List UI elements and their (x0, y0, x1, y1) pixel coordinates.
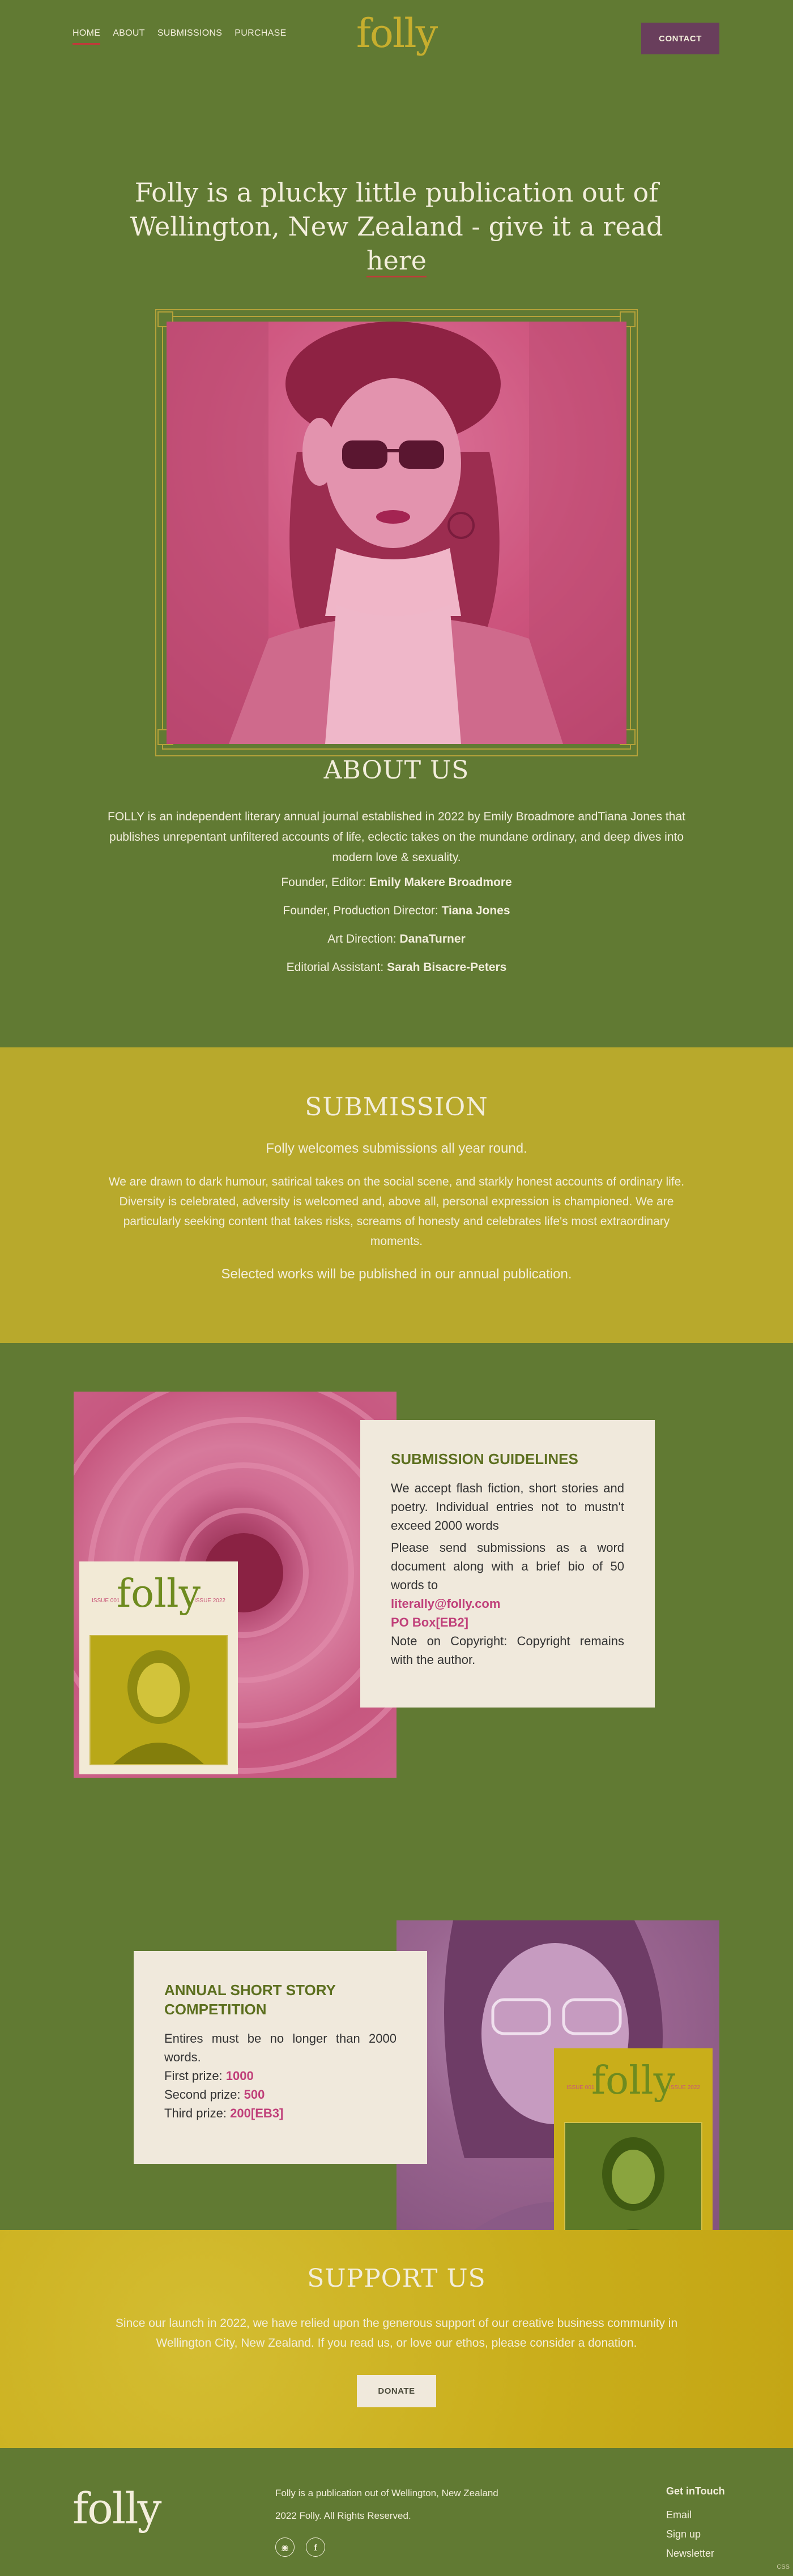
prize-label: First prize: (164, 2069, 226, 2083)
mag-issue-left: ISSUE 001 (92, 1598, 120, 1604)
css-badge: CSS (777, 2564, 790, 2570)
footer-link-signup[interactable]: Sign up (666, 2528, 701, 2540)
hero-title (113, 176, 680, 277)
prize-value: 1000 (225, 2069, 254, 2083)
guidelines-card (360, 1420, 655, 1708)
footer-get-in-touch: Get inTouch (666, 2485, 725, 2497)
footer-tagline: Folly is a publication out of Wellington, New Zealand (275, 2488, 498, 2498)
footer-copyright: 2022 Folly. All Rights Reserved. (275, 2510, 411, 2521)
prize-label: Second prize: (164, 2087, 244, 2102)
submission-section (0, 1047, 793, 1343)
mag-logo: folly (591, 2059, 676, 2103)
mag-issue-left: ISSUE 001 (566, 2085, 595, 2091)
prize-third (164, 2104, 396, 2123)
prize-value: 500 (244, 2087, 265, 2102)
prize-value: 200[EB3] (230, 2106, 284, 2120)
credit-name: Sarah Bisacre-Peters (387, 961, 507, 974)
credit-role: Editorial Assistant: (286, 961, 387, 974)
submission-end: Selected works will be published in our annual publication. (221, 1266, 572, 1282)
site-footer (0, 2448, 793, 2576)
magazine-cover (79, 1561, 238, 1774)
credit-founder-editor (0, 876, 793, 889)
support-text: Since our launch in 2022, we have relied upon the generous support of our creative business community in Wellington City, New Zealand. If you read us, or love our ethos, please consider a donation. (115, 2317, 678, 2350)
competition-text: Entires must be no longer than 2000 words. (164, 2031, 396, 2064)
nav-about[interactable]: ABOUT (113, 28, 145, 38)
facebook-icon[interactable]: f (306, 2538, 325, 2557)
guidelines-text-2: Please send submissions as a word document along with a brief bio of 50 words to (391, 1541, 624, 1592)
submission-title: SUBMISSION (305, 1093, 488, 1122)
magazine-cover-competition (554, 2048, 713, 2261)
main-nav (73, 28, 287, 45)
credit-role: Founder, Production Director: (283, 904, 442, 917)
guidelines-title: SUBMISSION GUIDELINES (391, 1450, 578, 1467)
credit-role: Founder, Editor: (281, 876, 369, 889)
mag-issue-right: ISSUE 2022 (194, 1598, 225, 1604)
competition-card (134, 1951, 427, 2164)
hero-here-link[interactable]: here (366, 245, 427, 277)
hero-section (0, 74, 793, 705)
site-logo[interactable]: folly (356, 10, 437, 57)
guidelines-text-3: Note on Copyright: Copyright remains with the author. (391, 1634, 624, 1667)
about-section (0, 705, 793, 1047)
nav-submissions[interactable]: SUBMISSIONS (157, 28, 223, 38)
footer-logo[interactable]: folly (73, 2483, 161, 2534)
nav-home[interactable]: HOME (73, 28, 100, 45)
guidelines-competition-section (0, 1343, 793, 2230)
site-header (0, 0, 793, 74)
hero-photo-illustration (167, 322, 626, 744)
mag-issue-right: ISSUE 2022 (668, 2085, 700, 2091)
credit-name: Tiana Jones (441, 904, 510, 917)
donate-button[interactable]: DONATE (357, 2375, 436, 2407)
nav-purchase[interactable]: PURCHASE (235, 28, 287, 38)
credit-art (0, 932, 793, 946)
mag-cover-illustration (91, 1636, 227, 1764)
submission-lead: Folly welcomes submissions all year round. (266, 1141, 527, 1156)
about-text: FOLLY is an independent literary annual journal established in 2022 by Emily Broadmore andTiana Jones that publishes unrepentant unfiltered accounts of life, eclectic takes on the mundane ordinary, and deep dives into modern love & sexuality. (108, 810, 685, 864)
prize-label: Third prize: (164, 2106, 231, 2120)
credit-production (0, 904, 793, 918)
prize-second (164, 2085, 396, 2104)
hero-photo (167, 322, 626, 744)
credit-assistant (0, 961, 793, 974)
guidelines-po-box: PO Box[EB2] (391, 1615, 468, 1629)
support-section (0, 2230, 793, 2448)
submission-text: We are drawn to dark humour, satirical takes on the social scene, and starkly honest accounts of ordinary life. Diversity is celebrated, adversity is welcomed and, above all, personal expression is championed. We are particularly seeking content that takes risks, screams of honesty and celebrates life's most extraordinary moments. (108, 1175, 685, 1248)
support-title: SUPPORT US (307, 2264, 486, 2293)
prize-first (164, 2066, 396, 2085)
instagram-icon[interactable]: ◉ (275, 2538, 295, 2557)
hero-title-text: Folly is a plucky little publication out of Wellington, New Zealand - give it a read (130, 177, 663, 242)
guidelines-text-1: We accept flash fiction, short stories and poetry. Individual entries not to mustn't exceed 2000 words (391, 1481, 624, 1533)
guidelines-email-link[interactable]: literally@folly.com (391, 1597, 501, 1611)
footer-link-email[interactable]: Email (666, 2509, 692, 2521)
mag-logo: folly (116, 1572, 201, 1616)
competition-title: ANNUAL SHORT STORY COMPETITION (164, 1982, 336, 2018)
footer-link-newsletter[interactable]: Newsletter (666, 2548, 715, 2559)
contact-button[interactable]: CONTACT (641, 23, 719, 54)
credit-name: Emily Makere Broadmore (369, 876, 512, 889)
credit-name: DanaTurner (399, 932, 466, 945)
about-title: ABOUT US (323, 756, 470, 785)
credit-role: Art Direction: (327, 932, 400, 945)
mag-cover-photo (89, 1635, 228, 1765)
